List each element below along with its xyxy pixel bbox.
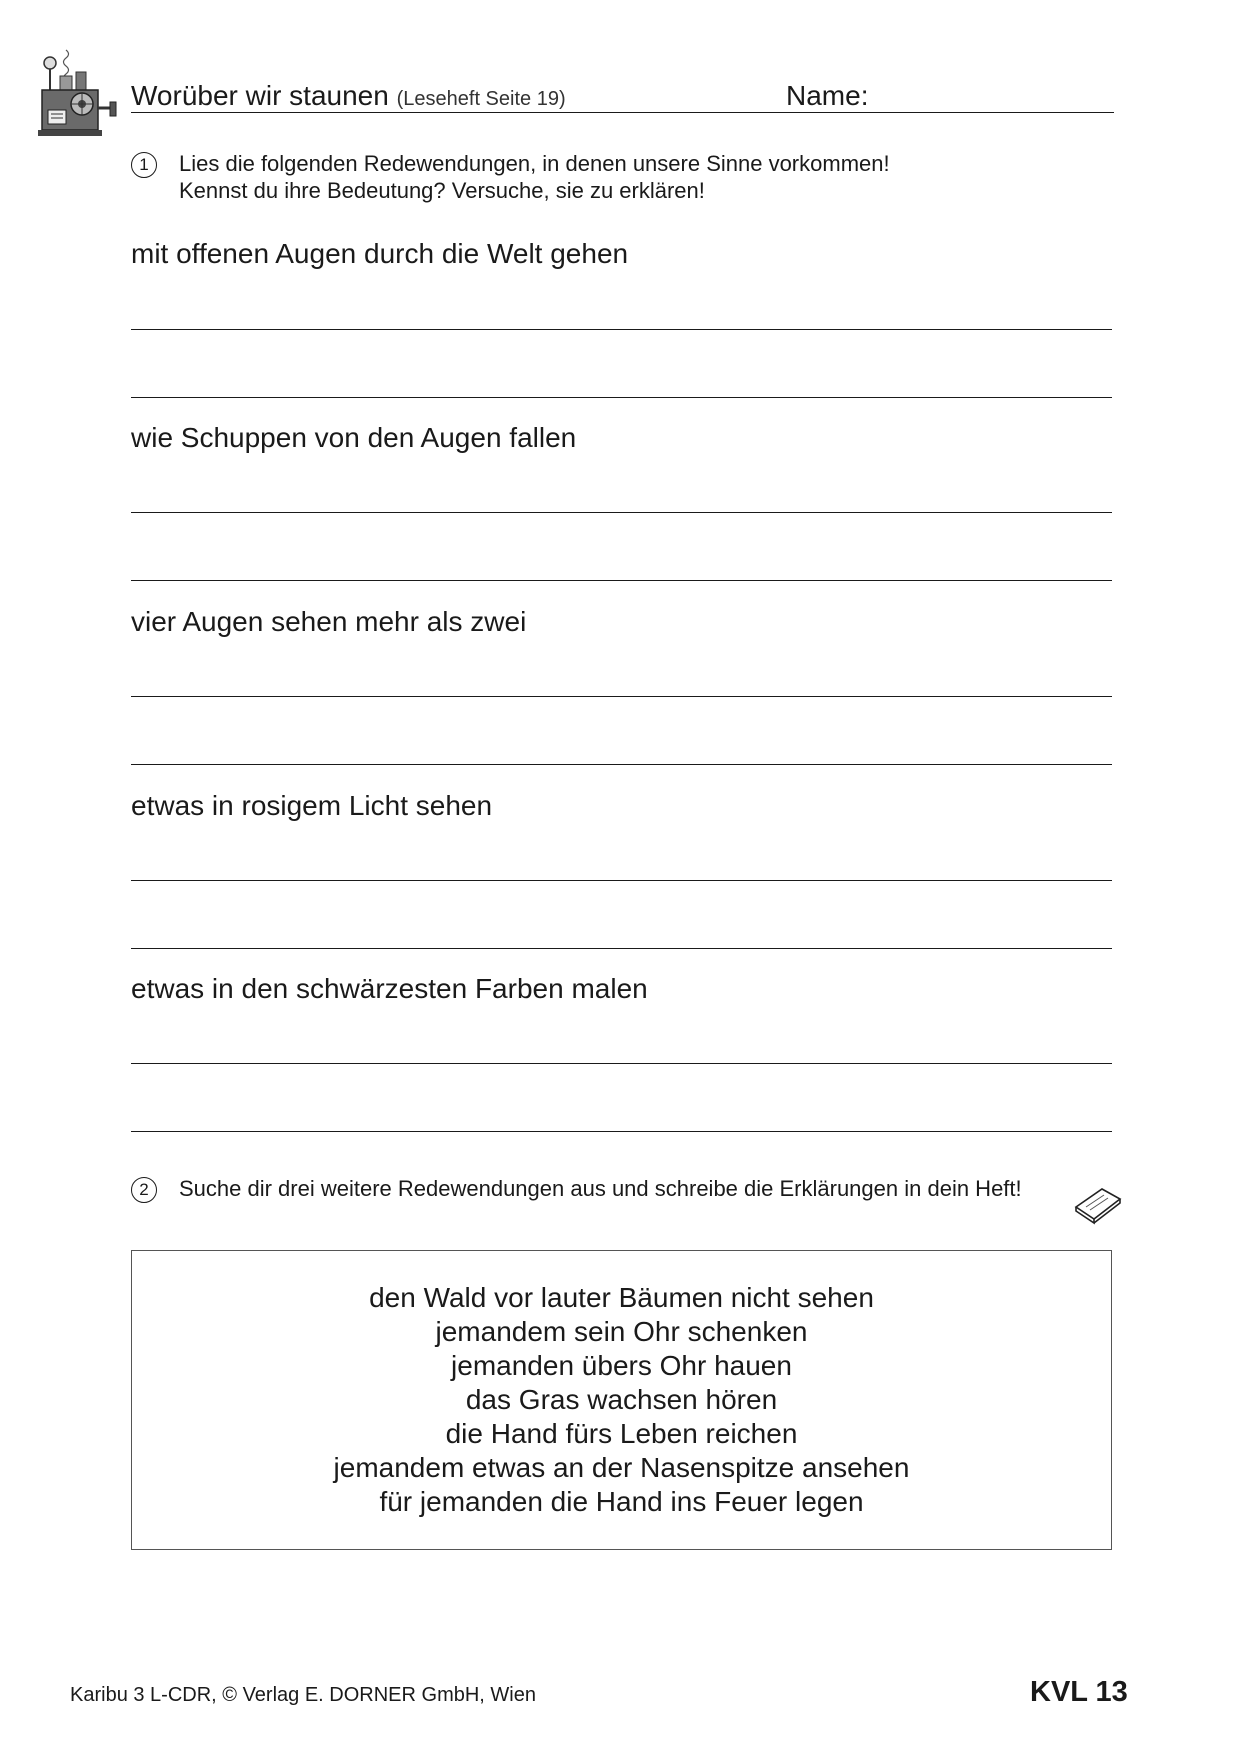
list-item: jemandem sein Ohr schenken [435,1316,808,1347]
title-text: Worüber wir staunen [131,80,389,111]
task-1-instructions [179,150,890,204]
task-number-2: 2 [131,1177,157,1203]
idiom-1: mit offenen Augen durch die Welt gehen [131,238,629,269]
task-number-1: 1 [131,152,157,178]
task-1-line-2: Kennst du ihre Bedeutung? Versuche, sie zu erklären! [179,178,705,203]
answer-line[interactable] [131,329,1112,330]
idiom-3: vier Augen sehen mehr als zwei [131,606,527,637]
list-item: das Gras wachsen hören [465,1384,778,1415]
footer-page-code: KVL 13 [1030,1676,1128,1708]
idiom-4: etwas in rosigem Licht sehen [131,790,493,821]
worksheet-header [131,76,1114,113]
task-1-line-1: Lies die folgenden Redewendungen, in denen unsere Sinne vorkommen! [179,151,890,176]
footer-copyright: Karibu 3 L-CDR, © Verlag E. DORNER GmbH, Wien [70,1684,536,1706]
answer-line[interactable] [131,397,1112,398]
page-title [131,80,566,112]
idiom-box [131,1250,1112,1550]
answer-line[interactable] [131,1063,1112,1064]
list-item: für jemanden die Hand ins Feuer legen [379,1486,864,1517]
list-item: den Wald vor lauter Bäumen nicht sehen [369,1282,874,1313]
answer-line[interactable] [131,948,1112,949]
answer-line[interactable] [131,1131,1112,1132]
notebook-icon [1072,1185,1124,1225]
idiom-list [132,1251,1111,1519]
list-item: die Hand fürs Leben reichen [445,1418,798,1449]
answer-line[interactable] [131,580,1112,581]
idiom-2: wie Schuppen von den Augen fallen [131,422,577,453]
answer-line[interactable] [131,512,1112,513]
list-item: jemandem etwas an der Nasenspitze ansehen [333,1452,910,1483]
name-label: Name: [786,80,869,111]
machine-icon [38,46,120,138]
answer-line[interactable] [131,696,1112,697]
idiom-5: etwas in den schwärzesten Farben malen [131,973,648,1004]
list-item: jemanden übers Ohr hauen [451,1350,792,1381]
answer-line[interactable] [131,764,1112,765]
task-2-instructions: Suche dir drei weitere Redewendungen aus und schreibe die Erklärungen in dein Heft! [179,1176,1022,1201]
answer-line[interactable] [131,880,1112,881]
title-reference: (Leseheft Seite 19) [396,88,566,110]
